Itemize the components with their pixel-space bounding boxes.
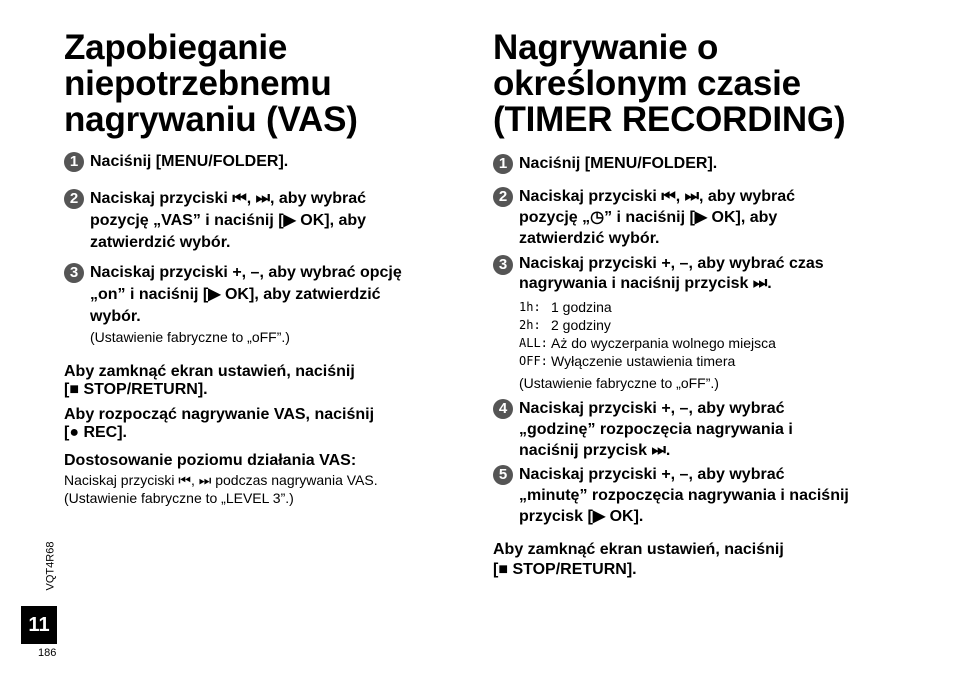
vas-step-2: 2 Naciskaj przyciski ⏮, ⏭, aby wybrać pozycję „VAS” i naciśnij [▶ OK], aby zatwierdzić wybór. — [90, 188, 366, 254]
timer-options-list — [519, 298, 776, 392]
model-code: VQT4R68 — [44, 541, 57, 591]
vas-step-1: 1 Naciśnij [MENU/FOLDER]. — [90, 151, 288, 173]
timer-step-4: 4 Naciskaj przyciski +, –, aby wybrać „godzinę” rozpoczęcia nagrywania i naciśnij przycisk ⏭. — [519, 398, 793, 461]
step-number-badge: 1 — [493, 154, 513, 174]
timer-title: Nagrywanie o określonym czasie (TIMER RECORDING) — [493, 28, 846, 139]
option-row: 1h: 1 godzina — [519, 299, 612, 315]
page-number-small: 186 — [38, 647, 57, 659]
factory-default-note: (Ustawienie fabryczne to „oFF”.) — [90, 329, 290, 345]
option-row: 2h: 2 godziny — [519, 317, 611, 333]
timer-step-3: 3 Naciskaj przyciski +, –, aby wybrać czas nagrywania i naciśnij przycisk ⏭. — [519, 254, 824, 294]
vas-close-instruction: Aby zamknąć ekran ustawień, naciśnij [■ STOP/RETURN]. — [64, 363, 355, 398]
option-row: OFF: Wyłączenie ustawienia timera — [519, 353, 736, 369]
factory-default-note: (Ustawienie fabryczne to „oFF”.) — [519, 375, 719, 391]
step-number-badge: 2 — [64, 189, 84, 209]
step-number-badge: 3 — [493, 255, 513, 275]
timer-step-2: 2 Naciskaj przyciski ⏮, ⏭, aby wybrać pozycję „◷” i naciśnij [▶ OK], aby zatwierdzić wybór. — [519, 186, 795, 249]
vas-title: Zapobieganie niepotrzebnemu nagrywaniu (VAS) — [64, 28, 358, 139]
vas-adjust-text: Naciskaj przyciski ⏮, ⏭ podczas nagrywania VAS. (Ustawienie fabryczne to „LEVEL 3”.) — [64, 472, 378, 506]
step-number-badge: 1 — [64, 152, 84, 172]
page-number: 11 — [21, 606, 57, 644]
timer-step-1: 1 Naciśnij [MENU/FOLDER]. — [519, 153, 717, 175]
vas-start-instruction: Aby rozpocząć nagrywanie VAS, naciśnij [● REC]. — [64, 406, 375, 441]
timer-close-instruction: Aby zamknąć ekran ustawień, naciśnij [■ STOP/RETURN]. — [493, 541, 784, 578]
step-number-badge: 3 — [64, 263, 84, 283]
vas-step-3: 3 Naciskaj przyciski +, –, aby wybrać opcję „on” i naciśnij [▶ OK], aby zatwierdzić wybór. (Ustawienie fabryczne to „oFF”.) — [90, 262, 402, 346]
vas-adjust-heading: Dostosowanie poziomu działania VAS: — [64, 452, 357, 469]
timer-step-5: 5 Naciskaj przyciski +, –, aby wybrać „minutę” rozpoczęcia nagrywania i naciśnij przycisk [▶ OK]. — [519, 464, 849, 527]
step-number-badge: 5 — [493, 465, 513, 485]
step-number-badge: 2 — [493, 187, 513, 207]
step-number-badge: 4 — [493, 399, 513, 419]
option-row: ALL: Aż do wyczerpania wolnego miejsca — [519, 335, 776, 351]
